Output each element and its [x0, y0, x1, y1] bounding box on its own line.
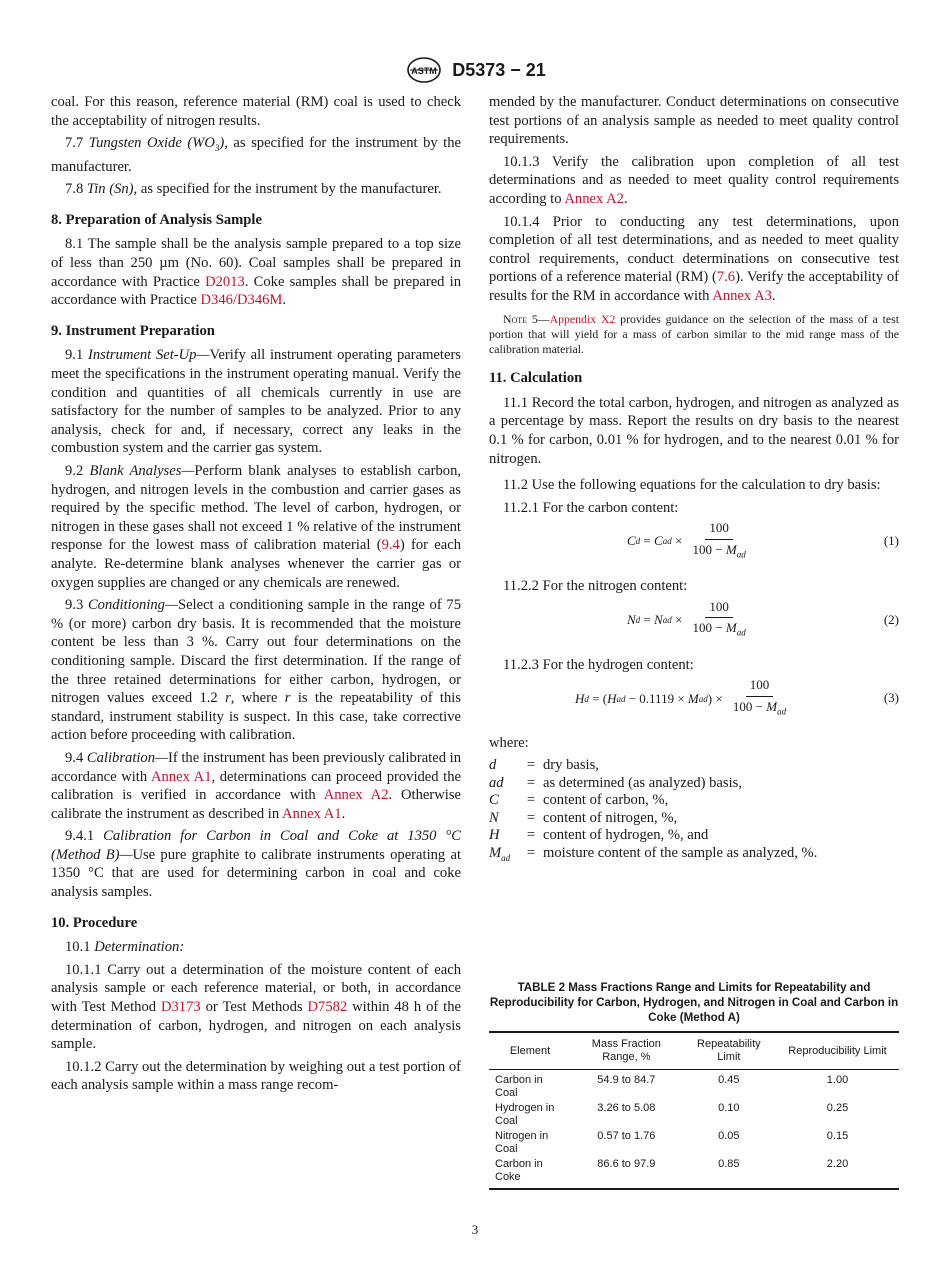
- right-column: [489, 93, 899, 868]
- table-cell: Carbon in Coke: [495, 1158, 543, 1183]
- paragraph-continued: mended by the manufacturer. Conduct determinations on consecutive test portions of an analysis sample as needed to meet quality control requirements.: [489, 94, 899, 148]
- link-appendix-x2[interactable]: Appendix X2: [549, 311, 616, 326]
- definition-row: $M_{ad}$ = moisture content of the sample as analyzed, %.: [489, 845, 818, 863]
- section-7-7: 7.7 Tungsten Oxide $(WO_3)$, as specified for the instrument by the manufacturer.: [51, 135, 461, 175]
- section-9-4: 9.4 Calibration—If the instrument has been previously calibrated in accordance with Annex A1, determinations can proceed provided the calibration is verified in accordance with Annex A2. Otherwise calibrate the instrument as described in Annex A1.: [51, 749, 462, 822]
- link-d346[interactable]: D346/D346M: [200, 292, 283, 309]
- astm-logo-icon: [404, 56, 444, 84]
- link-d2013[interactable]: D2013: [205, 273, 245, 290]
- link-9-4[interactable]: 9.4: [381, 537, 400, 554]
- column-header: Reproducibility Limit: [788, 1044, 887, 1057]
- column-header: Mass Fraction Range, %: [591, 1038, 661, 1063]
- table-cell: 2.20: [826, 1158, 849, 1170]
- where-label: where:: [489, 735, 529, 752]
- table-row: [489, 1129, 899, 1157]
- section-11-2-3: 11.2.3 For the hydrogen content:: [503, 656, 694, 673]
- definition-row: N = content of nitrogen, %,: [489, 809, 678, 826]
- paragraph-continued: coal. For this reason, reference material (RM) coal is used to check the acceptability of nitrogen results.: [51, 94, 461, 129]
- link-7-6[interactable]: 7.6: [716, 269, 736, 286]
- section-11-2-2: 11.2.2 For the nitrogen content:: [503, 578, 688, 595]
- page-header: [0, 56, 950, 84]
- section-11-2: 11.2 Use the following equations for the calculation to dry basis:: [503, 477, 881, 494]
- link-d3173[interactable]: D3173: [160, 999, 201, 1016]
- section-9-2: 9.2 Blank Analyses—Perform blank analyses to establish carbon, hydrogen, and nitrogen levels in the combustion and carrier gases as required by the specific method. The level of carbon, hydrogen, or nitrogen in these gases shall not exceed 1 % relative of the instrument response for the lowest mass of calibration material (9.4) for each analyte. Re-determine blank analyses whenever the carrier gas or oxygen supplies are changed or any chemicals are renewed.: [51, 463, 462, 591]
- link-annex-a3[interactable]: Annex A3: [712, 287, 772, 304]
- section-9-1: 9.1 Instrument Set-Up—Verify all instrument operating parameters meet the specifications in the instrument operating manual. Verify the condition and quantities of all chemicals currently in use are satisfactory for the number of samples to be analyzed. Prior to any analysis, check for and, if necessary, correct any leaks in the combustion system and the carrier gas system.: [51, 347, 461, 457]
- section-8-1: 8.1 The sample shall be the analysis sample prepared to a top size of less than 250 µm (No. 60). Coal samples shall be prepared in accordance with Practice D2013. Coke samples shall be prepared in accordance with Practice D346/D346M.: [51, 236, 461, 309]
- section-10-1-2: 10.1.2 Carry out the determination by weighing out a test portion of each analysis sample within a mass range recom-: [51, 1058, 461, 1094]
- link-annex-a1[interactable]: Annex A1: [282, 805, 342, 822]
- svg-text:ASTM: ASTM: [411, 66, 437, 76]
- page-number: 3: [471, 1222, 479, 1237]
- equation-1: C d = C ad × $\frac{100}{100 - M_{ad}}$ (1): [627, 520, 899, 560]
- table-row: [489, 1157, 899, 1189]
- equation-3: H d = ( H ad − 0.1119 × M ad ) × $\frac{100}{100 - M_{ad}}$ (3): [575, 677, 899, 717]
- table-cell: 0.10: [718, 1102, 740, 1114]
- data-table: [489, 1031, 899, 1190]
- table-cell: 86.6 to 97.9: [597, 1158, 656, 1170]
- column-header: Element: [509, 1044, 551, 1057]
- table-row: [489, 1101, 899, 1129]
- table-cell: 0.25: [826, 1102, 849, 1114]
- equation-number: (3): [883, 690, 899, 706]
- note-5: Note 5—Appendix X2 provides guidance on the selection of the mass of a test portion that will yield for a mass of carbon similar to the mid range mass of the calibration material.: [489, 311, 899, 356]
- definition-row: C = content of carbon, %,: [489, 792, 669, 809]
- section-9-4-1: 9.4.1 Calibration for Carbon in Coal and Coke at 1350 °C (Method B)—Use pure graphite to calibrate instruments operating at 1350 °C that are used for determining carbon in coal and coke analysis samples.: [51, 828, 461, 901]
- section-10-1-3: 10.1.3 Verify the calibration upon completion of all test determinations and as needed to meet quality control requirements according to Annex A2.: [489, 153, 899, 207]
- table-cell: 1.00: [826, 1074, 849, 1086]
- table-cell: 0.57 to 1.76: [597, 1130, 656, 1142]
- table-cell: Carbon in Coal: [495, 1074, 543, 1099]
- section-11-heading: 11. Calculation: [489, 370, 583, 387]
- table-cell: 54.9 to 84.7: [597, 1074, 656, 1086]
- table-2: [489, 980, 899, 1190]
- section-10-1-1: 10.1.1 Carry out a determination of the moisture content of each analysis sample or each reference material, or both, in accordance with Test Method D3173 or Test Methods D7582 within 48 h of the determination of carbon, hydrogen, and nitrogen on each analysis sample.: [51, 961, 462, 1053]
- table-cell: Nitrogen in Coal: [495, 1130, 549, 1155]
- table-cell: 0.05: [718, 1130, 740, 1142]
- equation-number: (1): [883, 533, 899, 549]
- definition-row: H = content of hydrogen, %, and: [489, 827, 709, 844]
- table-cell: 0.15: [826, 1130, 849, 1142]
- left-column: [51, 93, 461, 1099]
- equation-2: N d = N ad × $\frac{100}{100 - M_{ad}}$ (2): [627, 598, 899, 639]
- table-header-row: [489, 1032, 899, 1070]
- link-annex-a2[interactable]: Annex A2: [564, 190, 624, 207]
- definition-row: ad = as determined (as analyzed) basis,: [489, 774, 742, 791]
- document-id: D5373 − 21: [452, 59, 546, 80]
- column-header: Repeatability Limit: [697, 1038, 761, 1063]
- section-10-heading: 10. Procedure: [51, 914, 138, 931]
- section-10-1-4: 10.1.4 Prior to conducting any test determinations, upon completion of all test determinations, and as needed to meet quality control requirements, conduct determinations on consecutive test portions of a reference material (RM) (7.6). Verify the acceptability of results for the RM in accordance with Annex A3.: [489, 213, 899, 304]
- section-10-1: 10.1 Determination:: [65, 939, 185, 956]
- table-cell: 3.26 to 5.08: [597, 1102, 656, 1114]
- section-11-2-1: 11.2.1 For the carbon content:: [503, 499, 679, 516]
- link-annex-a1[interactable]: Annex A1: [150, 768, 212, 785]
- table-title: TABLE 2 Mass Fractions Range and Limits for Repeatability and Reproducibility for Carbon, Hydrogen, and Nitrogen in Coal and Carbon in Coke (Method A): [489, 981, 899, 1024]
- section-8-heading: 8. Preparation of Analysis Sample: [51, 211, 262, 228]
- table-cell: 0.85: [718, 1158, 740, 1170]
- definition-row: d = dry basis,: [489, 757, 599, 774]
- link-annex-a2[interactable]: Annex A2: [323, 787, 389, 804]
- section-9-heading: 9. Instrument Preparation: [51, 322, 215, 339]
- table-cell: 0.45: [718, 1074, 740, 1086]
- table-cell: Hydrogen in Coal: [495, 1102, 555, 1127]
- link-d7582[interactable]: D7582: [307, 999, 348, 1016]
- table-row: [489, 1070, 899, 1102]
- section-7-8: 7.8 Tin (Sn), as specified for the instrument by the manufacturer.: [65, 181, 442, 198]
- section-9-3: 9.3 Conditioning—Select a conditioning sample in the range of 75 % (or more) carbon dry basis. It is recommended that the moisture content be less than 3 %. Carry out four determinations on the conditioning sample. Discard the first determination. If the range of the three retained determinations for either carbon, hydrogen, or nitrogen values exceed 1.2 r, where r is the repeatability of this standard, instrument stability is suspect. In this case, take corrective action before proceeding with calibration.: [51, 597, 461, 744]
- equation-number: (2): [883, 611, 899, 627]
- section-11-1: 11.1 Record the total carbon, hydrogen, and nitrogen as analyzed as a percentage by mass. Report the results on dry basis to the nearest 0.1 % for carbon, 0.01 % for hydrogen, and to the nearest 0.01 % for nitrogen.: [489, 394, 899, 467]
- variable-definitions: [489, 757, 899, 867]
